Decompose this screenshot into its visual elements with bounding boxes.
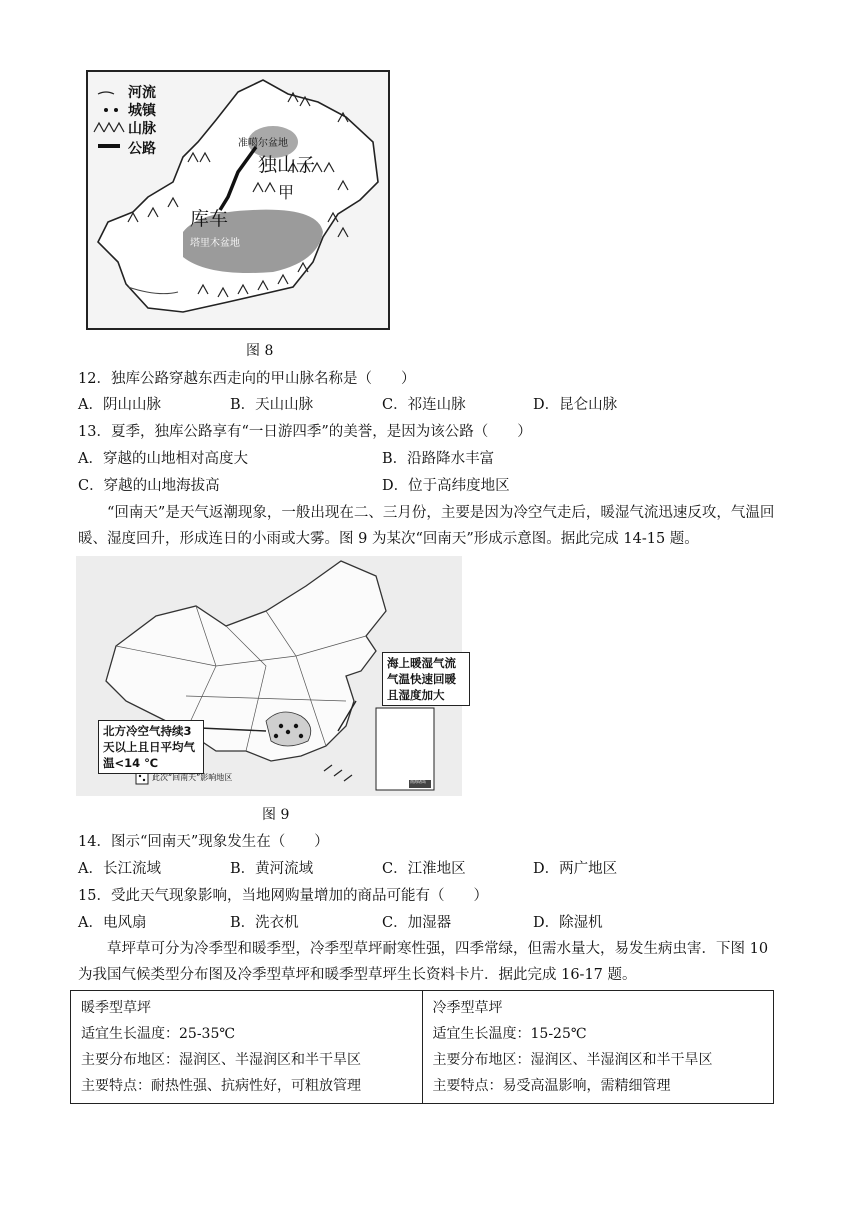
legend-town: 城镇 xyxy=(128,103,156,119)
cool-card-region: 主要分布地区：湿润区、半湿润区和半干旱区 xyxy=(432,1052,713,1068)
q15-option-b[interactable]: B．洗衣机 xyxy=(230,915,299,931)
label-dushanzi: 独山子 xyxy=(258,154,316,176)
warm-card-temp: 适宜生长温度：25-35℃ xyxy=(81,1026,236,1042)
inset-south-china-sea: 南海诸岛 xyxy=(410,779,426,784)
cool-season-card xyxy=(422,991,774,1104)
warm-card-region: 主要分布地区：湿润区、半湿润区和半干旱区 xyxy=(81,1052,361,1068)
warm-card-feature: 主要特点：耐热性强、抗病性好，可粗放管理 xyxy=(81,1078,361,1094)
question-14-stem: 14．图示“回南天”现象发生在（ ） xyxy=(78,834,329,850)
legend-mountain: 山脉 xyxy=(128,121,156,137)
q14-option-d[interactable]: D．两广地区 xyxy=(533,861,618,877)
callout-north-cold-air: 北方冷空气持续3天以上且日平均气温<14 ℃ xyxy=(98,720,204,774)
lawn-data-cards xyxy=(70,990,774,1104)
label-mountain-jia: 甲 xyxy=(278,183,295,202)
cool-card-feature: 主要特点：易受高温影响，需精细管理 xyxy=(432,1078,671,1094)
question-12-options xyxy=(78,395,778,415)
q15-option-a[interactable]: A．电风扇 xyxy=(78,915,147,931)
passage-lawn-grass: 草坪草可分为冷季型和暖季型，冷季型草坪耐寒性强，四季常绿，但需水量大，易发生病虫害．下图 10 为我国气候类型分布图及冷季型草坪和暖季型草坪生长资料卡片．据此完成 16-17 题。 xyxy=(78,941,769,983)
figure-9-map xyxy=(76,556,462,796)
q14-option-c[interactable]: C．江淮地区 xyxy=(382,861,466,877)
legend-road: 公路 xyxy=(128,141,156,157)
q12-option-c[interactable]: C．祁连山脉 xyxy=(382,397,466,413)
cool-card-title: 冷季型草坪 xyxy=(432,1000,503,1016)
label-junggar-basin: 准噶尔盆地 xyxy=(238,138,288,149)
q14-option-a[interactable]: A．长江流域 xyxy=(78,861,161,877)
lawn-cards-table xyxy=(70,990,774,1104)
q15-option-d[interactable]: D．除湿机 xyxy=(533,915,603,931)
q12-option-a[interactable]: A．阴山山脉 xyxy=(78,397,161,413)
figure-8-map xyxy=(86,70,390,330)
question-15-stem: 15．受此天气现象影响，当地网购量增加的商品可能有（ ） xyxy=(78,888,488,904)
question-15-options xyxy=(78,913,778,933)
legend-affected-area: 此次“回南天”影响地区 xyxy=(152,773,233,782)
q12-option-d[interactable]: D．昆仑山脉 xyxy=(533,397,618,413)
figure-9-caption: 图 9 xyxy=(262,807,290,823)
callout-sea-warm-air: 海上暖湿气流气温快速回暖且湿度加大 xyxy=(382,652,470,706)
q13-option-a[interactable]: A．穿越的山地相对高度大 xyxy=(78,451,248,467)
passage-huinantian: “回南天”是天气返潮现象，一般出现在二、三月份，主要是因为冷空气走后，暖湿气流迅速反攻，气温回暖、湿度回升，形成连日的小雨或大雾。图 9 为某次“回南天”形成示意图。据此完成 14-15 题。 xyxy=(78,505,775,547)
legend-river: 河流 xyxy=(128,85,156,101)
question-13-options-row1 xyxy=(78,449,778,469)
q13-option-d[interactable]: D．位于高纬度地区 xyxy=(382,478,510,494)
q13-option-c[interactable]: C．穿越的山地海拔高 xyxy=(78,478,220,494)
question-12-stem: 12．独库公路穿越东西走向的甲山脉名称是（ ） xyxy=(78,371,416,387)
q12-option-b[interactable]: B．天山山脉 xyxy=(230,397,314,413)
q13-option-b[interactable]: B．沿路降水丰富 xyxy=(382,451,495,467)
question-13-options-row2 xyxy=(78,476,778,496)
figure-8-caption: 图 8 xyxy=(246,343,274,359)
label-tarim-basin: 塔里木盆地 xyxy=(190,238,240,249)
label-kuche: 库车 xyxy=(190,208,229,230)
warm-season-card xyxy=(71,991,423,1104)
q15-option-c[interactable]: C．加湿器 xyxy=(382,915,452,931)
warm-card-title: 暖季型草坪 xyxy=(81,1000,151,1016)
question-14-options xyxy=(78,859,778,879)
question-13-stem: 13．夏季，独库公路享有“一日游四季”的美誉，是因为该公路（ ） xyxy=(78,424,532,440)
cool-card-temp: 适宜生长温度：15-25℃ xyxy=(432,1026,587,1042)
q14-option-b[interactable]: B．黄河流域 xyxy=(230,861,314,877)
